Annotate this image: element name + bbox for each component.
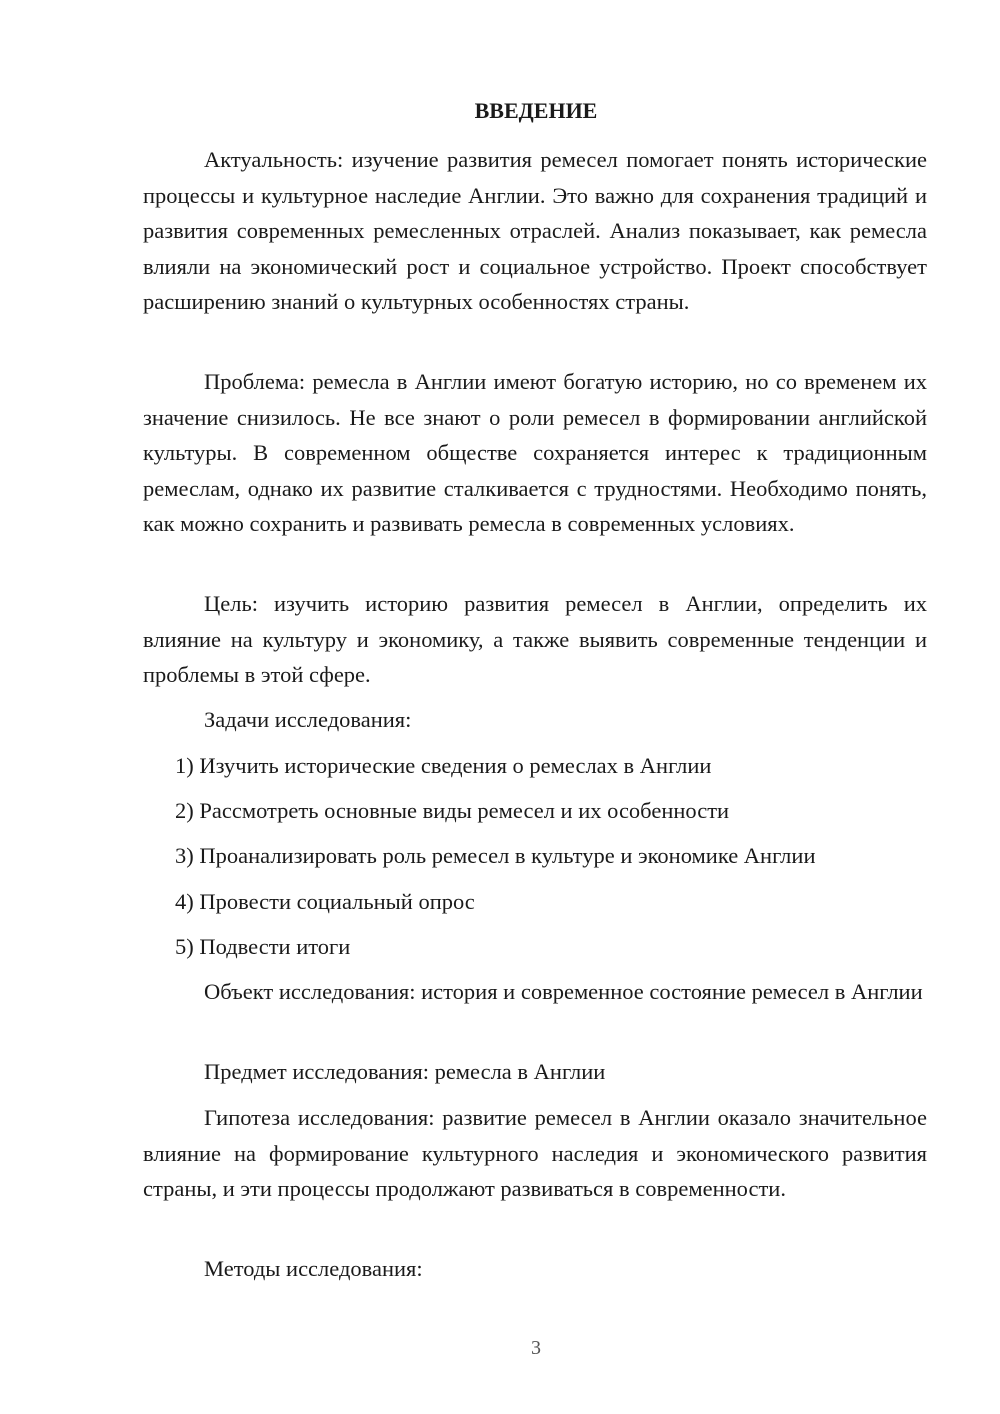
problem-paragraph: Проблема: ремесла в Англии имеют богатую историю, но со временем их значение снизилось. Не все знают о роли ремесел в формировании английской культуры. В современном обществе сохраняется интерес к традиционным ремеслам, однако их развитие сталкивается с трудностями. Необходимо понять, как можно сохранить и развивать ремесла в современных условиях. <box>143 369 927 536</box>
task-item-3: 3) Проанализировать роль ремесел в культуре и экономике Англии <box>175 843 816 868</box>
subject-paragraph: Предмет исследования: ремесла в Англии <box>204 1059 606 1084</box>
hypothesis-paragraph: Гипотеза исследования: развитие ремесел в Англии оказало значительное влияние на формирование культурного наследия и экономического развития страны, и эти процессы продолжают развиваться в современности. <box>143 1105 927 1201</box>
page-number: 3 <box>531 1337 541 1359</box>
task-item-2: 2) Рассмотреть основные виды ремесел и их особенности <box>175 798 730 823</box>
task-item-1: 1) Изучить исторические сведения о ремеслах в Англии <box>175 753 712 778</box>
methods-heading: Методы исследования: <box>204 1256 423 1281</box>
task-item-4: 4) Провести социальный опрос <box>175 889 475 914</box>
object-paragraph: Объект исследования: история и современное состояние ремесел в Англии <box>204 979 923 1004</box>
page-title: ВВЕДЕНИЕ <box>474 98 598 123</box>
relevance-paragraph: Актуальность: изучение развития ремесел помогает понять исторические процессы и культурное наследие Англии. Это важно для сохранения традиций и развития современных ремесленных отраслей. Анализ показывает, как ремесла влияли на экономический рост и социальное устройство. Проект способствует расширению знаний о культурных особенностях страны. <box>143 147 927 314</box>
task-item-5: 5) Подвести итоги <box>175 934 351 959</box>
goal-paragraph: Цель: изучить историю развития ремесел в Англии, определить их влияние на культуру и экономику, а также выявить современные тенденции и проблемы в этой сфере. <box>143 591 927 687</box>
tasks-heading: Задачи исследования: <box>204 707 412 732</box>
